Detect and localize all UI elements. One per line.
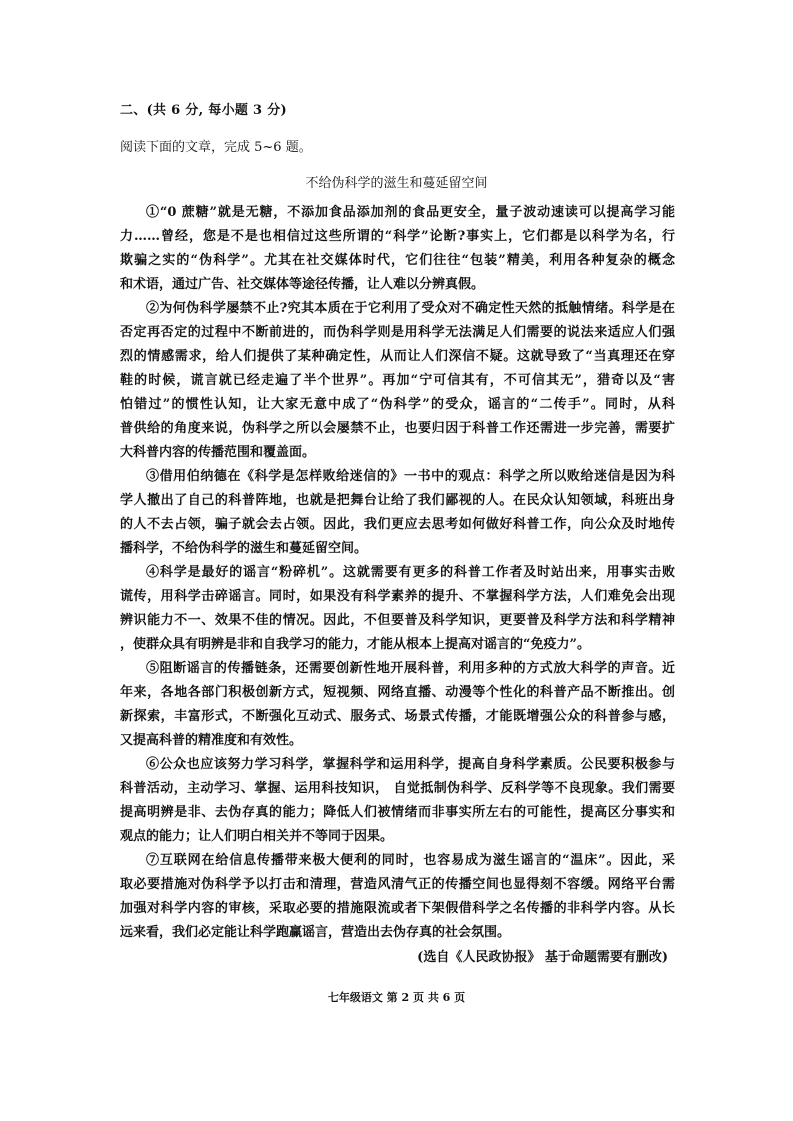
text-line: 谎传，用科学击碎谣言。同时，如果没有科学素养的提升、不掌握科学方法，人们难免会出现 bbox=[120, 589, 675, 604]
article-source: (选自《人民政协报》 基于命题需要有删改) bbox=[417, 950, 668, 965]
text-line: ，使群众具有明辨是非和自我学习的能力，才能从根本上提高对谣言的“免疫力”。 bbox=[120, 637, 590, 652]
text-line: 新探索，丰富形式，不断强化互动式、服务式、场景式传播，才能既增强公众的科普参与感， bbox=[120, 709, 675, 724]
text-line: 又提高科普的精准度和有效性。 bbox=[120, 733, 303, 748]
text-line: ②为何伪科学屡禁不止?究其本质在于它利用了受众对不确定性天然的抵触情绪。科学是在 bbox=[146, 301, 675, 316]
text-line: ⑥公众也应该努力学习科学，掌握科学和运用科学，提高自身科学素质。公民要积极参与 bbox=[146, 757, 675, 772]
text-line: 年来，各地各部门积极创新方式，短视频、网络直播、动漫等个性化的科普产品不断推出。创 bbox=[120, 685, 675, 700]
page-footer: 七年级语文 第 2 页 共 6 页 bbox=[327, 991, 466, 1004]
text-line: 否定再否定的过程中不断前进的，而伪科学则是用科学无法满足人们需要的说法来适应人们强 bbox=[120, 325, 675, 340]
text-line: 辨识能力不一、效果不佳的情况。因此，不但要普及科学知识，更要普及科学方法和科学精神 bbox=[120, 613, 675, 628]
text-line: 提高明辨是非、去伪存真的能力；降低人们被情绪而非事实所左右的可能性，提高区分事实和 bbox=[120, 805, 675, 820]
text-line: 烈的情感需求，给人们提供了某种确定性，从而让人们深信不疑。这就导致了“当真理还在穿 bbox=[120, 349, 675, 364]
text-line: 鞋的时候，谎言就已经走遍了半个世界”。再加“宁可信其有，不可信其无”，猎奇以及“害 bbox=[120, 373, 675, 388]
article-body bbox=[120, 201, 675, 945]
text-line: ⑤阻断谣言的传播链条，还需要创新性地开展科普，利用多种的方式放大科学的声音。近 bbox=[146, 661, 675, 676]
text-line: 大科普内容的传播范围和覆盖面。 bbox=[120, 445, 316, 460]
article-title: 不给伪科学的滋生和蔓延留空间 bbox=[305, 176, 488, 191]
text-line: 怕错过”的惯性认知，让大家无意中成了“伪科学”的受众，谣言的“二传手”。同时，从科 bbox=[120, 397, 675, 412]
text-line: 远来看，我们必定能让科学跑赢谣言，营造出去伪存真的社会氛围。 bbox=[120, 925, 511, 940]
text-line: ①“0 蔗糖”就是无糖，不添加食品添加剂的食品更安全，量子波动速读可以提高学习能 bbox=[146, 205, 675, 220]
text-line: 取必要措施对伪科学予以打击和清理，营造风清气正的传播空间也显得刻不容缓。网络平台需 bbox=[120, 877, 675, 892]
text-line: 观点的能力；让人们明白相关并不等同于因果。 bbox=[120, 829, 394, 844]
text-line: 欺骗之实的“伪科学”。尤其在社交媒体时代，它们往往“包装”精美，利用各种复杂的概念 bbox=[120, 253, 675, 268]
text-line: 科普活动，主动学习、掌握、运用科技知识， 自觉抵制伪科学、反科学等不良现象。我们需要 bbox=[120, 781, 675, 796]
text-line: 播科学，不给伪科学的滋生和蔓延留空间。 bbox=[120, 541, 368, 556]
text-line: 学人撤出了自己的科普阵地，也就是把舞台让给了我们鄙视的人。在民众认知领域，科班出身 bbox=[120, 493, 675, 508]
text-line: 普供给的角度来说，伪科学之所以会屡禁不止，也要归因于科普工作还需进一步完善，需要扩 bbox=[120, 421, 675, 436]
text-line: 和术语，通过广告、社交媒体等途径传播，让人难以分辨真假。 bbox=[120, 277, 485, 292]
text-line: ③借用伯纳德在《科学是怎样败给迷信的》一书中的观点：科学之所以败给迷信是因为科 bbox=[146, 469, 675, 484]
text-line: ④科学是最好的谣言“粉碎机”。这就需要有更多的科普工作者及时站出来，用事实击败 bbox=[146, 565, 675, 580]
text-line: ⑦互联网在给信息传播带来极大便利的同时，也容易成为滋生谣言的“温床”。因此，采 bbox=[146, 853, 675, 868]
reading-instruction: 阅读下面的文章，完成 5~6 题。 bbox=[120, 140, 312, 155]
text-line: 的人不去占领，骗子就会去占领。因此，我们更应去思考如何做好科普工作，向公众及时地传 bbox=[120, 517, 675, 532]
text-line: 力……曾经，您是不是也相信过这些所谓的“科学”论断?事实上，它们都是以科学为名，行 bbox=[120, 229, 675, 244]
section-heading: 二、(共 6 分, 每小题 3 分) bbox=[120, 103, 287, 118]
text-line: 加强对科学内容的审核，采取必要的措施限流或者下架假借科学之名传播的非科学内容。从长 bbox=[120, 901, 675, 916]
